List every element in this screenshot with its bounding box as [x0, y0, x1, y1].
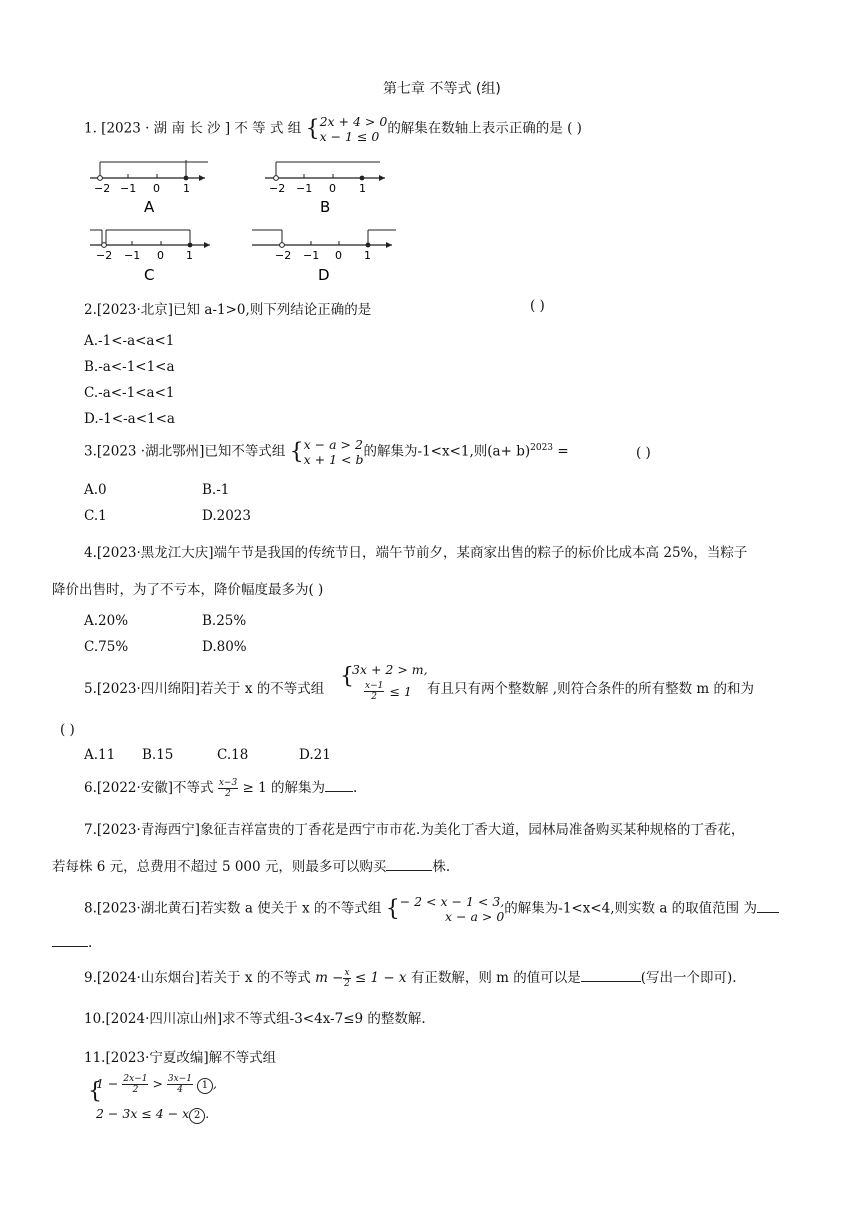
q11-stem: 11.[2023·宁夏改编]解不等式组 [84, 1050, 277, 1066]
question-8 [84, 894, 779, 924]
tick-label: 1 [183, 182, 190, 195]
q5-fraction [364, 681, 384, 702]
q5-answer-paren: ( ) [60, 722, 75, 738]
q1-suffix: 的解集在数轴上表示正确的是 ( ) [387, 120, 582, 137]
frac-den: 2 [132, 1085, 139, 1095]
q7-line-1: 7.[2023·青海西宁]象征吉祥富贵的丁香花是西宁市市花.为美化丁香大道，园林局准备购买某种规格的丁香花， [84, 822, 745, 838]
tick-label: 1 [364, 249, 371, 262]
q1-number-line-options [80, 150, 420, 285]
brace-icon: { [305, 116, 320, 142]
tick-label: −1 [296, 182, 313, 195]
brace-icon: { [289, 439, 304, 465]
q1-ineq-1: 2x + 4 > 0 [319, 114, 388, 129]
q7-line-2 [52, 855, 450, 875]
option-c-label: C [144, 266, 155, 284]
tick-label: −2 [275, 249, 292, 262]
q5-prefix: 5.[2023·四川绵阳]若关于 x 的不等式组 [84, 681, 325, 697]
q7-line-2-text: 若每株 6 元，总费用不超过 5 000 元，则最多可以购买 [52, 859, 387, 875]
q9-ineq: ≤ 1 − x [350, 970, 407, 986]
q1-ineq-2: x − 1 ≤ 0 [319, 129, 380, 144]
q8-ineq-1: − 2 < x − 1 < 3, [399, 894, 505, 909]
q9-suffix: 有正数解，则 m 的值可以是 [406, 970, 581, 986]
q3-option-a: A.0 [84, 482, 107, 498]
q6-prefix: 6.[2022·安徽]不等式 [84, 780, 218, 796]
frac-num: 2x−1 [123, 1074, 148, 1084]
brace-icon: { [385, 896, 400, 922]
frac-den: 2 [344, 979, 350, 989]
q3-option-c: C.1 [84, 508, 107, 524]
q11-fraction-1 [122, 1074, 148, 1095]
q7-answer-blank[interactable] [386, 858, 432, 871]
q3-exponent: 2023 [530, 443, 554, 453]
tick-label: −2 [269, 182, 286, 195]
q4-option-c: C.75% [84, 639, 129, 655]
q4-line-2: 降价出售时，为了不亏本，降价幅度最多为( ) [52, 582, 324, 598]
brace-icon: { [88, 1079, 102, 1104]
frac-den: 4 [177, 1085, 183, 1095]
q11-ineq-1: 1 − $\frac{2x-1}{2}$ > $\frac{3x-1}{4}$ 1 , [96, 1074, 217, 1095]
frac-num: x−3 [218, 778, 238, 788]
q3-suffix: 的解集为-1<x<1,则(a+ b) [363, 443, 531, 460]
option-c-number-line [90, 230, 210, 284]
q5-option-b: B.15 [142, 747, 174, 763]
q5-option-a: A.11 [84, 747, 116, 763]
q6-answer-blank[interactable] [325, 779, 353, 792]
tick-label: 1 [359, 182, 366, 195]
frac-num: x−1 [365, 681, 384, 691]
q11-l2: 2 − 3x ≤ 4 − x [96, 1106, 190, 1121]
question-6 [84, 776, 357, 799]
q8-suffix: 的解集为-1<x<4,则实数 a 的取值范围 为 [504, 900, 757, 917]
q4-option-d: D.80% [202, 639, 247, 655]
q3-tail: = [553, 443, 569, 460]
q7-end: 株. [432, 859, 451, 875]
q8-answer-blank-2[interactable] [52, 934, 88, 947]
q8-end: . [88, 935, 93, 951]
option-b-number-line [265, 162, 385, 216]
q8-ineq-2: x − a > 0 [444, 909, 505, 924]
q8-system [400, 894, 505, 924]
q3-system [304, 437, 364, 467]
q4-option-b: B.25% [202, 613, 247, 629]
q2-option-a: A.-1<-a<a<1 [84, 333, 175, 349]
q5-ineq-2-tail: ≤ 1 [389, 684, 412, 699]
q8-answer-blank-1[interactable] [757, 900, 779, 913]
tick-label: −1 [303, 249, 320, 262]
option-d-label: D [318, 266, 330, 284]
q1-prefix: 1. [2023 · 湖 南 长 沙 ] 不 等 式 组 [84, 120, 306, 137]
tick-label: 0 [335, 249, 342, 262]
q8-prefix: 8.[2023·湖北黄石]若实数 a 使关于 x 的不等式组 [84, 900, 386, 917]
q6-fraction [218, 778, 238, 799]
option-b-label: B [320, 198, 331, 216]
option-a-number-line [90, 160, 208, 216]
tick-label: −1 [124, 249, 141, 262]
frac-den: 2 [225, 789, 231, 799]
tick-label: 0 [157, 249, 164, 262]
tick-label: 1 [186, 249, 193, 262]
q9-prefix: 9.[2024·山东烟台]若关于 x 的不等式 [84, 970, 316, 986]
q8-line-2 [52, 934, 92, 951]
q4-line-1: 4.[2023·黑龙江大庆]端午节是我国的传统节日，端午节前夕，某商家出售的粽子的标价比成本高 25%，当粽子 [84, 545, 748, 561]
q5-ineq-1: 3x + 2 > m, [352, 662, 428, 677]
q3-answer-paren: ( ) [636, 445, 651, 461]
q5-ineq-2 [364, 681, 412, 702]
q2-option-b: B.-a<-1<1<a [84, 359, 175, 375]
q5-option-d: D.21 [299, 747, 331, 763]
option-d-number-line [252, 230, 396, 284]
tick-label: −1 [120, 182, 137, 195]
question-1 [84, 114, 582, 144]
q9-end: (写出一个即可). [640, 970, 737, 986]
circled-number-1: 1 [197, 1078, 213, 1094]
q10-text: 10.[2024·四川凉山州]求不等式组-3<4x-7≤9 的整数解. [84, 1011, 426, 1027]
q11-fraction-2 [167, 1074, 193, 1095]
brace-icon: { [340, 664, 354, 689]
q6-mid: ≥ 1 的解集为 [238, 780, 325, 796]
frac-num: x [344, 968, 350, 978]
tick-label: −2 [94, 182, 111, 195]
q9-answer-blank[interactable] [581, 969, 641, 982]
q3-ineq-2: x + 1 < b [303, 452, 364, 467]
q3-prefix: 3.[2023 ·湖北鄂州]已知不等式组 [84, 443, 290, 460]
tick-label: 0 [329, 182, 336, 195]
frac-den: 2 [371, 692, 378, 702]
tick-label: −2 [96, 249, 113, 262]
question-9 [84, 966, 737, 989]
q11-l1-b: > [148, 1076, 167, 1091]
q5-option-c: C.18 [217, 747, 249, 763]
q2-option-c: C.-a<-1<a<1 [84, 385, 175, 401]
frac-num: 3x−1 [167, 1074, 192, 1084]
q2-answer-paren: ( ) [530, 298, 545, 314]
q5-suffix: 有且只有两个整数解 ,则符合条件的所有整数 m 的和为 [427, 681, 754, 697]
q9-fraction [343, 968, 350, 989]
q11-l1-a: 1 − [96, 1076, 119, 1091]
tick-label: 0 [153, 182, 160, 195]
q4-option-a: A.20% [84, 613, 129, 629]
q9-m: m − [315, 970, 344, 986]
option-a-label: A [144, 198, 155, 216]
q2-option-d: D.-1<-a<1<a [84, 411, 175, 427]
q3-ineq-1: x − a > 2 [303, 437, 363, 452]
q11-ineq-2: 2 − 3x ≤ 4 − x 2 . [96, 1106, 209, 1124]
q6-end: . [352, 780, 358, 796]
q3-option-b: B.-1 [202, 482, 230, 498]
q3-option-d: D.2023 [202, 508, 251, 524]
q2-stem: 2.[2023·北京]已知 a-1>0,则下列结论正确的是 [84, 302, 372, 318]
circled-number-2: 2 [189, 1108, 205, 1124]
q1-system [320, 114, 388, 144]
question-3 [84, 437, 569, 467]
page-title: 第七章 不等式 (组) [383, 81, 501, 97]
